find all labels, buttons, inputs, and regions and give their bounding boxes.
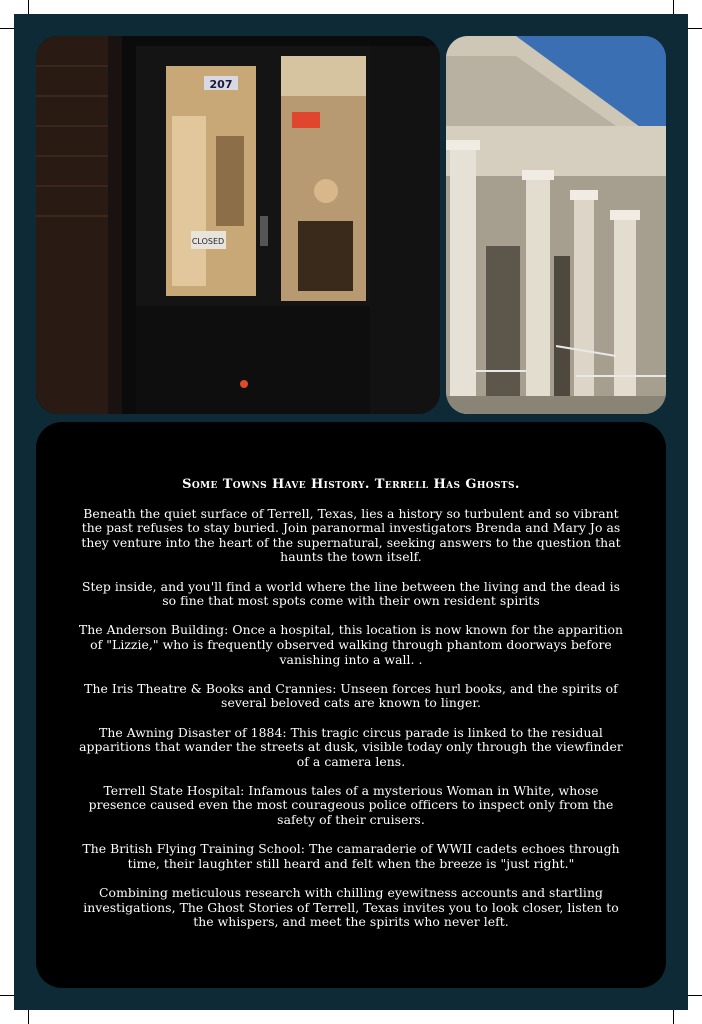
article-intro: Beneath the quiet surface of Terrell, Texas, lies a history so turbulent and so vibrant the past refuses to stay buried. Join paranormal investigators Brenda and Mary Jo as they venture into the heart of the supernatural, seeking answers to the question that haunts the town itself. — [81, 505, 621, 565]
crop-mark-bottom-left — [28, 1010, 29, 1024]
crop-mark-top-left-h — [0, 28, 14, 29]
columned-building-photo — [446, 36, 666, 414]
article-content — [78, 478, 624, 944]
closed-sign-text: CLOSED — [191, 237, 225, 246]
article-state-hospital: Terrell State Hospital: Infamous tales of a mysterious Woman in White, whose presence caused even the most courageous police officers to inspect only from the safety of their cruisers. — [88, 782, 614, 828]
address-number: 207 — [209, 78, 233, 91]
storefront-door-photo — [36, 36, 440, 414]
flyer-panel — [14, 14, 688, 1010]
crop-mark-bottom-right — [673, 1010, 674, 1024]
crop-mark-bottom-left-h — [0, 995, 14, 996]
article-step-inside: Step inside, and you'll find a world where the line between the living and the dead is so fine that most spots come with their own resident spirits — [81, 578, 621, 609]
crop-mark-top-right — [673, 0, 674, 14]
article-box — [36, 422, 666, 988]
article-anderson-building: The Anderson Building: Once a hospital, this location is now known for the apparition of "Lizzie," who is frequently observed walking through phantom doorways before vanishing into a wall. . — [78, 622, 624, 667]
article-closing: Combining meticulous research with chilling eyewitness accounts and startling investigations, The Ghost Stories of Terrell, Texas invites you to look closer, listen to the whispers, and meet the spirits who never left. — [83, 885, 619, 930]
columned-building-icon — [446, 36, 666, 414]
article-heading: Some Towns Have History. Terrell Has Ghosts. — [182, 477, 520, 492]
crop-mark-top-left — [28, 0, 29, 14]
crop-mark-bottom-right-h — [688, 995, 702, 996]
article-iris-theatre: The Iris Theatre & Books and Crannies: Unseen forces hurl books, and the spirits of several beloved cats are known to linger. — [84, 680, 618, 711]
crop-mark-top-right-h — [688, 28, 702, 29]
article-flying-school: The British Flying Training School: The camaraderie of WWII cadets echoes through time, their laughter still heard and felt when the breeze is "just right." — [82, 841, 620, 871]
storefront-door-icon — [36, 36, 440, 414]
article-awning-disaster: The Awning Disaster of 1884: This tragic circus parade is linked to the residual apparitions that wander the streets at dusk, visible today only through the viewfinder of a camera lens. — [79, 724, 623, 769]
